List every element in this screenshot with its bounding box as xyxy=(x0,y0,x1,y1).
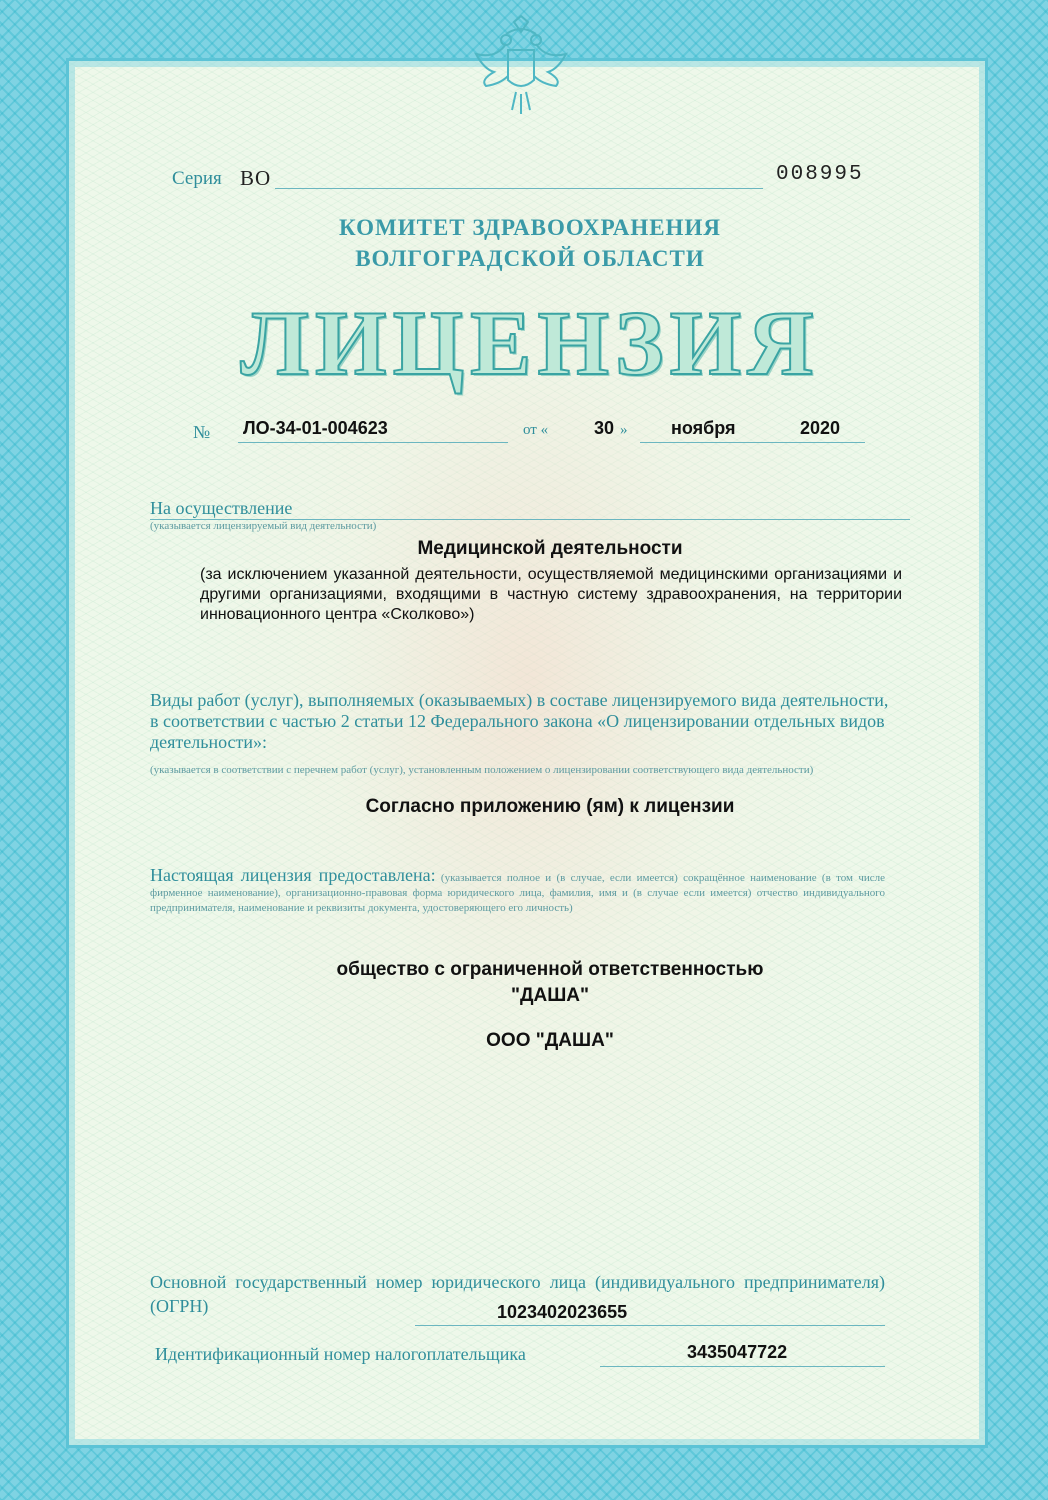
inn-value: 3435047722 xyxy=(687,1342,788,1362)
series-underline xyxy=(275,188,763,189)
activity-value: Медицинской деятельности xyxy=(417,538,683,559)
organization-short-name: ООО "ДАША" xyxy=(486,1030,614,1051)
organization-full-name xyxy=(180,957,920,1009)
granted-label: Настоящая лицензия предоставлена: xyxy=(150,865,436,885)
ogrn-underline xyxy=(415,1325,885,1326)
coat-of-arms-emblem xyxy=(466,14,576,118)
series-label: Серия xyxy=(172,168,222,189)
granted-hint: (указывается полное и (в случае, если имеется) сокращённое наименование (в том числе фирменное наименование), организационно-правовая форма юридического лица, фамилия, имя и (в случае если имеется) отчество индивидуального предпринимателя, наименование и реквизиты документа, удостоверяющего его личность) xyxy=(150,872,885,914)
activity-label: На осуществление xyxy=(150,498,293,518)
works-label: Виды работ (услуг), выполняемых (оказываемых) в составе лицензируемого вида деятельности, в соответствии с частью 2 статьи 12 Федерального закона «О лицензировании отдельных видов деятельности»: xyxy=(150,690,889,752)
blank-number: 008995 xyxy=(776,163,864,186)
license-date-underline xyxy=(640,442,865,443)
works-hint: (указывается в соответствии с перечнем работ (услуг), установленным положением о лицензировании соответствующего вида деятельности) xyxy=(150,764,814,776)
inn-underline xyxy=(600,1366,885,1367)
ogrn-value: 1023402023655 xyxy=(497,1302,628,1322)
granted-block xyxy=(150,865,885,916)
inn-label: Идентификационный номер налогоплательщика xyxy=(155,1344,526,1364)
license-month: ноября xyxy=(671,418,736,438)
activity-hint: (указывается лицензируемый вид деятельности) xyxy=(150,520,377,532)
authority-line-2: ВОЛГОГРАДСКОЙ ОБЛАСТИ xyxy=(355,246,705,271)
authority-line-1: КОМИТЕТ ЗДРАВООХРАНЕНИЯ xyxy=(339,215,721,240)
license-day-close: » xyxy=(620,422,628,438)
license-number: ЛО-34-01-004623 xyxy=(243,418,388,438)
works-value: Согласно приложению (ям) к лицензии xyxy=(365,796,735,817)
activity-note: (за исключением указанной деятельности, осуществляемой медицинскими организациями и другими организациями, входящими в частную систему здравоохранения, на территории инновационного центра «Сколково») xyxy=(200,566,902,623)
organization-full-name-line-1: общество с ограниченной ответственностью xyxy=(336,959,764,980)
organization-full-name-line-2: "ДАША" xyxy=(510,985,590,1006)
license-year: 2020 xyxy=(800,418,841,438)
license-day: 30 xyxy=(594,418,615,438)
license-number-label: № xyxy=(193,422,211,442)
ogrn-label: Основной государственный номер юридического лица (индивидуального предпринимателя) (ОГРН) xyxy=(150,1272,885,1316)
license-date-label: от « xyxy=(523,422,549,438)
document-title: ЛИЦЕНЗИЯ xyxy=(240,292,820,394)
series-value: ВО xyxy=(240,166,272,190)
license-number-underline xyxy=(238,442,508,443)
